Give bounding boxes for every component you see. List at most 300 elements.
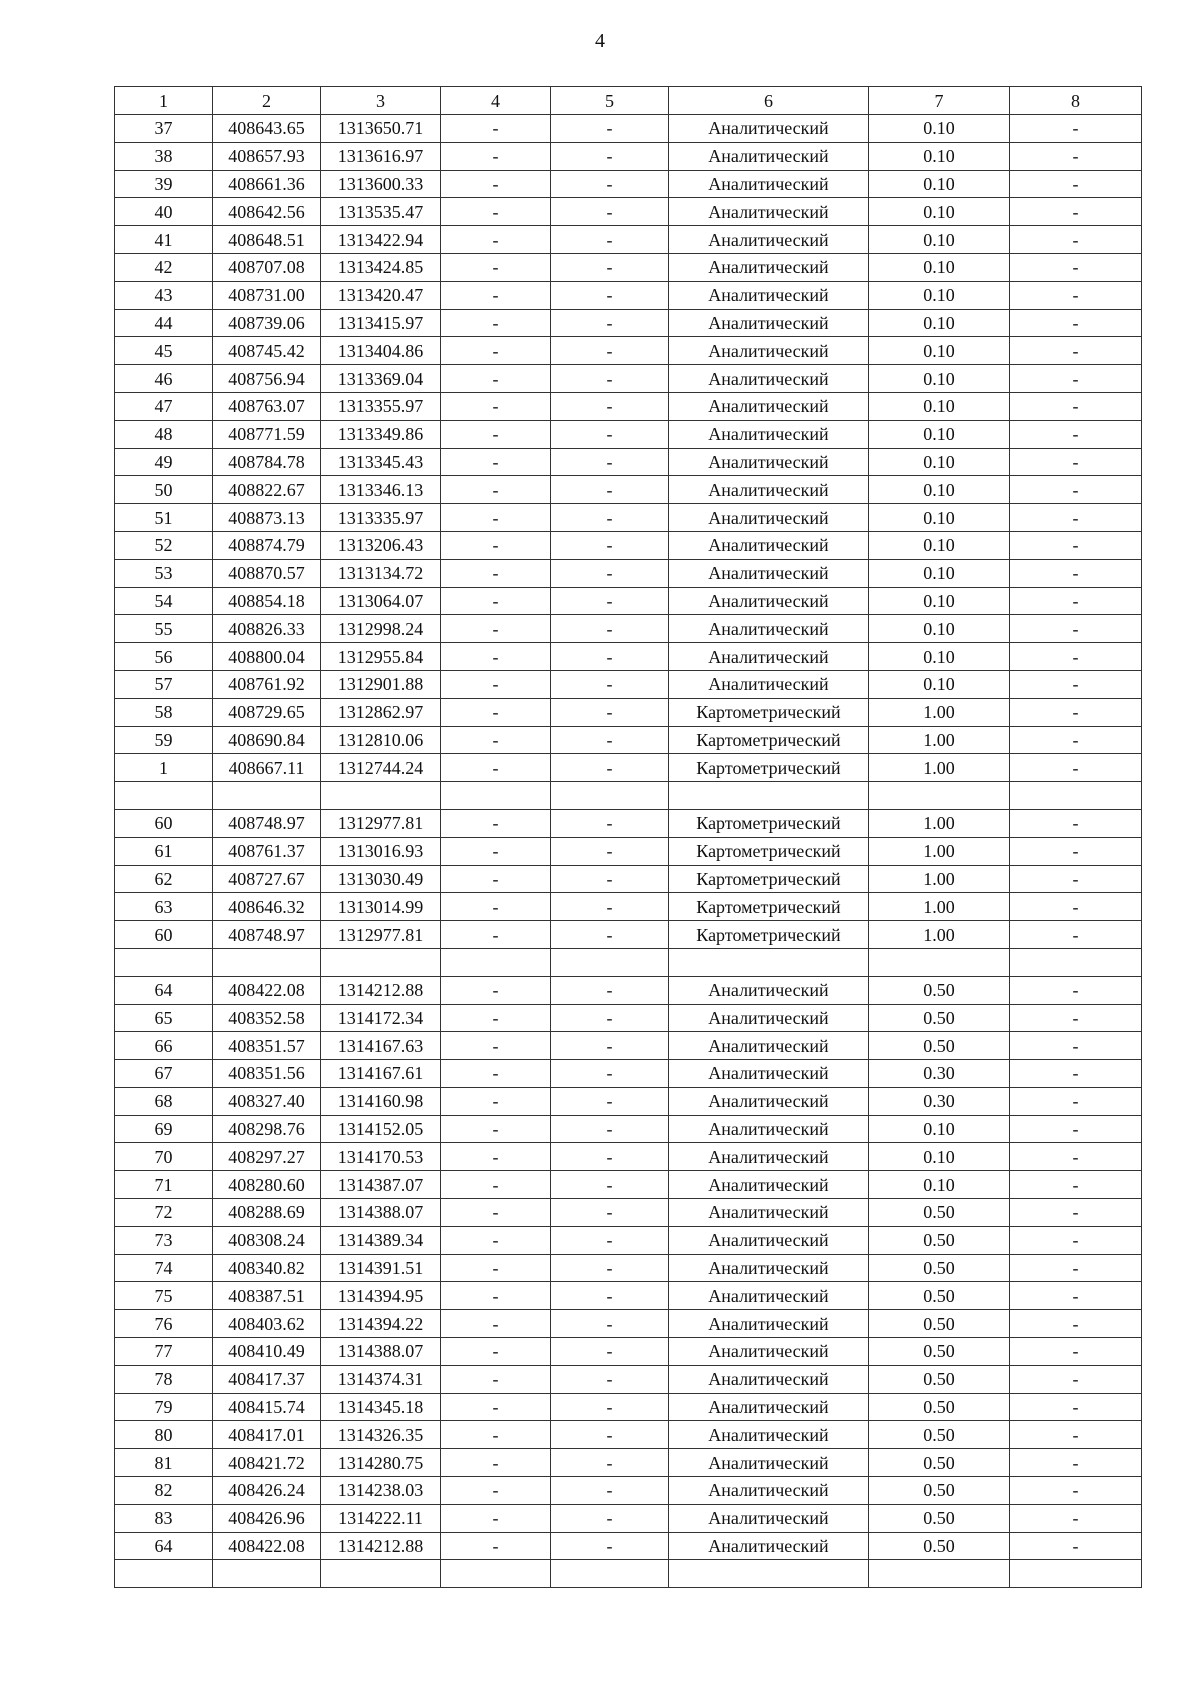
table-cell-col-5: - <box>551 809 669 837</box>
table-cell-col-1: 50 <box>115 476 213 504</box>
table-cell-col-7: 0.10 <box>869 670 1010 698</box>
table-cell-col-1: 67 <box>115 1060 213 1088</box>
table-cell-col-4: - <box>441 1143 551 1171</box>
table-cell-col-6: Аналитический <box>669 615 869 643</box>
table-cell-col-7: 0.50 <box>869 1310 1010 1338</box>
table-cell-col-3: 1314238.03 <box>321 1477 441 1505</box>
table-cell-col-5: - <box>551 893 669 921</box>
table-cell-col-7: 0.10 <box>869 198 1010 226</box>
table-cell-col-4: - <box>441 1532 551 1560</box>
table-cell-col-8: - <box>1010 1226 1142 1254</box>
table-cell-col-5: - <box>551 559 669 587</box>
table-cell-col-4: - <box>441 115 551 143</box>
table-cell-col-5: - <box>551 170 669 198</box>
table-cell-col-6: Аналитический <box>669 587 869 615</box>
table-cell-col-4: - <box>441 504 551 532</box>
table-row <box>115 170 1142 198</box>
table-row <box>115 365 1142 393</box>
table-cell-col-8: - <box>1010 726 1142 754</box>
table-cell-col-5: - <box>551 726 669 754</box>
table-cell-col-2: 408822.67 <box>213 476 321 504</box>
table-cell-col-1: 62 <box>115 865 213 893</box>
table-cell-col-2: 408763.07 <box>213 392 321 420</box>
column-header-4: 4 <box>441 87 551 115</box>
table-cell-col-4: - <box>441 1421 551 1449</box>
table-cell-col-8: - <box>1010 670 1142 698</box>
table-cell-col-7: 0.10 <box>869 170 1010 198</box>
table-cell-col-4: - <box>441 921 551 949</box>
table-cell-col-3 <box>321 1560 441 1588</box>
table-cell-col-2: 408410.49 <box>213 1338 321 1366</box>
table-cell-col-6: Картометрический <box>669 698 869 726</box>
table-cell-col-1: 60 <box>115 809 213 837</box>
table-cell-col-4: - <box>441 1115 551 1143</box>
table-row <box>115 1282 1142 1310</box>
table-cell-col-8: - <box>1010 1060 1142 1088</box>
table-cell-col-7: 0.10 <box>869 531 1010 559</box>
table-row <box>115 1560 1142 1588</box>
table-cell-col-8: - <box>1010 420 1142 448</box>
table-cell-col-2: 408748.97 <box>213 921 321 949</box>
table-row <box>115 1143 1142 1171</box>
table-cell-col-7: 0.10 <box>869 142 1010 170</box>
table-cell-col-3: 1314326.35 <box>321 1421 441 1449</box>
table-cell-col-4: - <box>441 809 551 837</box>
table-cell-col-4 <box>441 1560 551 1588</box>
table-cell-col-7: 1.00 <box>869 893 1010 921</box>
table-cell-col-2: 408642.56 <box>213 198 321 226</box>
table-cell-col-5: - <box>551 115 669 143</box>
table-cell-col-4: - <box>441 587 551 615</box>
table-cell-col-2: 408854.18 <box>213 587 321 615</box>
table-row <box>115 476 1142 504</box>
table-cell-col-8: - <box>1010 865 1142 893</box>
table-row <box>115 1254 1142 1282</box>
table-cell-col-8: - <box>1010 1338 1142 1366</box>
table-cell-col-6: Картометрический <box>669 754 869 782</box>
table-cell-col-5: - <box>551 1532 669 1560</box>
table-cell-col-3: 1314388.07 <box>321 1338 441 1366</box>
table-cell-col-1: 46 <box>115 365 213 393</box>
table-cell-col-2: 408351.56 <box>213 1060 321 1088</box>
table-cell-col-6: Аналитический <box>669 976 869 1004</box>
table-cell-col-7: 0.10 <box>869 643 1010 671</box>
table-cell-col-8: - <box>1010 1004 1142 1032</box>
table-cell-col-4: - <box>441 281 551 309</box>
table-cell-col-6: Аналитический <box>669 1060 869 1088</box>
table-cell-col-3 <box>321 948 441 976</box>
table-cell-col-1: 56 <box>115 643 213 671</box>
table-cell-col-2: 408745.42 <box>213 337 321 365</box>
table-cell-col-6: Аналитический <box>669 448 869 476</box>
table-cell-col-1: 38 <box>115 142 213 170</box>
table-cell-col-8: - <box>1010 253 1142 281</box>
table-cell-col-5: - <box>551 698 669 726</box>
table-cell-col-8: - <box>1010 1115 1142 1143</box>
table-cell-col-8: - <box>1010 1199 1142 1227</box>
table-cell-col-5: - <box>551 531 669 559</box>
table-cell-col-5: - <box>551 1282 669 1310</box>
table-cell-col-1: 64 <box>115 1532 213 1560</box>
column-header-6: 6 <box>669 87 869 115</box>
table-cell-col-3: 1314388.07 <box>321 1199 441 1227</box>
table-cell-col-4: - <box>441 448 551 476</box>
table-cell-col-3: 1313369.04 <box>321 365 441 393</box>
table-cell-col-2: 408731.00 <box>213 281 321 309</box>
table-cell-col-5: - <box>551 1171 669 1199</box>
table-cell-col-1: 75 <box>115 1282 213 1310</box>
table-cell-col-2: 408648.51 <box>213 226 321 254</box>
table-cell-col-2: 408690.84 <box>213 726 321 754</box>
table-cell-col-3: 1313346.13 <box>321 476 441 504</box>
table-cell-col-3: 1313424.85 <box>321 253 441 281</box>
table-cell-col-3: 1314152.05 <box>321 1115 441 1143</box>
table-cell-col-8: - <box>1010 1365 1142 1393</box>
table-cell-col-6: Картометрический <box>669 921 869 949</box>
table-cell-col-8: - <box>1010 531 1142 559</box>
table-cell-col-6: Аналитический <box>669 337 869 365</box>
table-cell-col-6 <box>669 948 869 976</box>
table-cell-col-3: 1314172.34 <box>321 1004 441 1032</box>
table-row <box>115 115 1142 143</box>
table-row <box>115 1532 1142 1560</box>
table-row <box>115 1087 1142 1115</box>
table-cell-col-5: - <box>551 865 669 893</box>
table-cell-col-3: 1312955.84 <box>321 643 441 671</box>
table-cell-col-1: 47 <box>115 392 213 420</box>
table-cell-col-2: 408351.57 <box>213 1032 321 1060</box>
table-cell-col-7: 1.00 <box>869 865 1010 893</box>
table-cell-col-1: 65 <box>115 1004 213 1032</box>
table-cell-col-7: 0.50 <box>869 1004 1010 1032</box>
table-row <box>115 587 1142 615</box>
table-cell-col-7: 0.10 <box>869 448 1010 476</box>
table-cell-col-6: Аналитический <box>669 1004 869 1032</box>
table-cell-col-6: Аналитический <box>669 1421 869 1449</box>
table-cell-col-2: 408771.59 <box>213 420 321 448</box>
table-cell-col-4: - <box>441 1477 551 1505</box>
table-cell-col-6: Аналитический <box>669 309 869 337</box>
column-header-3: 3 <box>321 87 441 115</box>
table-cell-col-4: - <box>441 1032 551 1060</box>
table-row <box>115 976 1142 1004</box>
table-cell-col-2: 408667.11 <box>213 754 321 782</box>
column-header-2: 2 <box>213 87 321 115</box>
table-cell-col-8: - <box>1010 365 1142 393</box>
table-cell-col-1: 42 <box>115 253 213 281</box>
table-cell-col-1: 40 <box>115 198 213 226</box>
table-cell-col-8: - <box>1010 615 1142 643</box>
table-cell-col-5: - <box>551 1365 669 1393</box>
table-cell-col-3: 1312977.81 <box>321 921 441 949</box>
column-header-5: 5 <box>551 87 669 115</box>
table-cell-col-7: 0.10 <box>869 253 1010 281</box>
table-cell-col-2: 408421.72 <box>213 1449 321 1477</box>
table-cell-col-2: 408308.24 <box>213 1226 321 1254</box>
table-cell-col-5: - <box>551 615 669 643</box>
table-cell-col-4: - <box>441 1060 551 1088</box>
table-cell-col-8: - <box>1010 281 1142 309</box>
table-cell-col-4: - <box>441 1254 551 1282</box>
table-cell-col-6: Аналитический <box>669 1532 869 1560</box>
table-cell-col-8: - <box>1010 1282 1142 1310</box>
table-cell-col-6: Аналитический <box>669 1226 869 1254</box>
table-cell-col-2: 408756.94 <box>213 365 321 393</box>
table-cell-col-7: 0.50 <box>869 1365 1010 1393</box>
table-cell-col-4: - <box>441 309 551 337</box>
table-row <box>115 754 1142 782</box>
table-cell-col-8: - <box>1010 448 1142 476</box>
table-cell-col-6: Аналитический <box>669 1338 869 1366</box>
table-cell-col-6: Картометрический <box>669 809 869 837</box>
table-cell-col-1: 79 <box>115 1393 213 1421</box>
table-cell-col-3: 1313650.71 <box>321 115 441 143</box>
table-cell-col-5: - <box>551 392 669 420</box>
table-cell-col-4: - <box>441 226 551 254</box>
table-cell-col-2: 408646.32 <box>213 893 321 921</box>
table-row <box>115 309 1142 337</box>
table-cell-col-3: 1313535.47 <box>321 198 441 226</box>
table-cell-col-5: - <box>551 281 669 309</box>
table-cell-col-1: 57 <box>115 670 213 698</box>
table-cell-col-4: - <box>441 1199 551 1227</box>
table-cell-col-4: - <box>441 1087 551 1115</box>
table-cell-col-4: - <box>441 615 551 643</box>
table-cell-col-1: 55 <box>115 615 213 643</box>
table-cell-col-3: 1314170.53 <box>321 1143 441 1171</box>
table-cell-col-5: - <box>551 420 669 448</box>
table-cell-col-6 <box>669 782 869 810</box>
table-cell-col-5: - <box>551 1115 669 1143</box>
table-row <box>115 420 1142 448</box>
table-row <box>115 782 1142 810</box>
table-cell-col-8: - <box>1010 754 1142 782</box>
table-row <box>115 726 1142 754</box>
table-cell-col-7: 0.10 <box>869 365 1010 393</box>
table-row <box>115 1421 1142 1449</box>
table-cell-col-1: 60 <box>115 921 213 949</box>
table-cell-col-1: 77 <box>115 1338 213 1366</box>
table-cell-col-2: 408298.76 <box>213 1115 321 1143</box>
table-cell-col-6: Картометрический <box>669 893 869 921</box>
table-cell-col-5: - <box>551 337 669 365</box>
table-cell-col-2: 408288.69 <box>213 1199 321 1227</box>
table-cell-col-2: 408422.08 <box>213 976 321 1004</box>
table-cell-col-3: 1314391.51 <box>321 1254 441 1282</box>
table-cell-col-7: 0.10 <box>869 559 1010 587</box>
table-cell-col-5: - <box>551 142 669 170</box>
table-cell-col-7: 1.00 <box>869 837 1010 865</box>
table-cell-col-7: 0.10 <box>869 420 1010 448</box>
table-cell-col-7: 0.10 <box>869 281 1010 309</box>
table-cell-col-2: 408784.78 <box>213 448 321 476</box>
table-cell-col-2: 408403.62 <box>213 1310 321 1338</box>
table-cell-col-7: 0.50 <box>869 1393 1010 1421</box>
table-cell-col-2: 408422.08 <box>213 1532 321 1560</box>
table-cell-col-3: 1314394.22 <box>321 1310 441 1338</box>
table-cell-col-6: Аналитический <box>669 476 869 504</box>
table-cell-col-8: - <box>1010 698 1142 726</box>
table-cell-col-1: 63 <box>115 893 213 921</box>
table-cell-col-4: - <box>441 170 551 198</box>
table-cell-col-3: 1313355.97 <box>321 392 441 420</box>
table-cell-col-1: 82 <box>115 1477 213 1505</box>
table-cell-col-8: - <box>1010 170 1142 198</box>
table-cell-col-8: - <box>1010 893 1142 921</box>
table-cell-col-8: - <box>1010 643 1142 671</box>
table-cell-col-5: - <box>551 976 669 1004</box>
table-cell-col-7: 0.50 <box>869 976 1010 1004</box>
table-cell-col-6 <box>669 1560 869 1588</box>
table-cell-col-8: - <box>1010 976 1142 1004</box>
table-cell-col-7: 0.10 <box>869 115 1010 143</box>
table-cell-col-7: 0.10 <box>869 1115 1010 1143</box>
table-cell-col-7: 1.00 <box>869 754 1010 782</box>
table-cell-col-7: 0.10 <box>869 476 1010 504</box>
table-cell-col-6: Аналитический <box>669 1254 869 1282</box>
table-cell-col-8: - <box>1010 309 1142 337</box>
table-cell-col-6: Аналитический <box>669 559 869 587</box>
table-cell-col-8: - <box>1010 921 1142 949</box>
table-row <box>115 531 1142 559</box>
table-cell-col-3: 1313616.97 <box>321 142 441 170</box>
table-cell-col-8: - <box>1010 837 1142 865</box>
table-cell-col-2: 408761.92 <box>213 670 321 698</box>
table-cell-col-6: Аналитический <box>669 670 869 698</box>
table-cell-col-7: 0.50 <box>869 1449 1010 1477</box>
table-cell-col-1: 53 <box>115 559 213 587</box>
table-row <box>115 1477 1142 1505</box>
table-cell-col-1: 51 <box>115 504 213 532</box>
table-cell-col-7: 0.50 <box>869 1477 1010 1505</box>
table-cell-col-3: 1312998.24 <box>321 615 441 643</box>
table-cell-col-5: - <box>551 1310 669 1338</box>
table-cell-col-6: Аналитический <box>669 643 869 671</box>
table-cell-col-3: 1314160.98 <box>321 1087 441 1115</box>
table-row <box>115 1199 1142 1227</box>
table-row <box>115 504 1142 532</box>
table-cell-col-2: 408643.65 <box>213 115 321 143</box>
table-cell-col-3: 1313420.47 <box>321 281 441 309</box>
table-cell-col-6: Аналитический <box>669 198 869 226</box>
table-cell-col-8: - <box>1010 115 1142 143</box>
table-cell-col-4: - <box>441 365 551 393</box>
table-cell-col-1: 44 <box>115 309 213 337</box>
table-row <box>115 1060 1142 1088</box>
table-cell-col-5: - <box>551 1087 669 1115</box>
table-cell-col-2: 408874.79 <box>213 531 321 559</box>
column-header-1: 1 <box>115 87 213 115</box>
table-cell-col-2: 408707.08 <box>213 253 321 281</box>
table-cell-col-3: 1314389.34 <box>321 1226 441 1254</box>
table-cell-col-1: 39 <box>115 170 213 198</box>
table-cell-col-8: - <box>1010 1421 1142 1449</box>
table-cell-col-8 <box>1010 1560 1142 1588</box>
table-row <box>115 142 1142 170</box>
table-cell-col-1 <box>115 782 213 810</box>
table-cell-col-1: 69 <box>115 1115 213 1143</box>
table-cell-col-5: - <box>551 1199 669 1227</box>
table-cell-col-4: - <box>441 1393 551 1421</box>
table-cell-col-2 <box>213 948 321 976</box>
table-cell-col-6: Аналитический <box>669 1087 869 1115</box>
table-body <box>115 115 1142 1588</box>
table-cell-col-6: Картометрический <box>669 865 869 893</box>
table-cell-col-6: Аналитический <box>669 504 869 532</box>
table-cell-col-1: 54 <box>115 587 213 615</box>
table-cell-col-1: 1 <box>115 754 213 782</box>
table-cell-col-1: 61 <box>115 837 213 865</box>
table-cell-col-2: 408426.96 <box>213 1504 321 1532</box>
table-cell-col-6: Аналитический <box>669 1143 869 1171</box>
table-cell-col-4: - <box>441 1282 551 1310</box>
table-row <box>115 615 1142 643</box>
table-cell-col-2: 408426.24 <box>213 1477 321 1505</box>
table-cell-col-1: 72 <box>115 1199 213 1227</box>
table-cell-col-6: Аналитический <box>669 170 869 198</box>
table-cell-col-4: - <box>441 726 551 754</box>
table-cell-col-7: 0.50 <box>869 1254 1010 1282</box>
table-cell-col-5: - <box>551 837 669 865</box>
table-cell-col-6: Аналитический <box>669 253 869 281</box>
table-row <box>115 893 1142 921</box>
table-cell-col-3: 1314374.31 <box>321 1365 441 1393</box>
table-cell-col-6: Аналитический <box>669 1282 869 1310</box>
table-cell-col-6: Аналитический <box>669 142 869 170</box>
table-cell-col-7: 0.50 <box>869 1032 1010 1060</box>
table-cell-col-7: 0.10 <box>869 309 1010 337</box>
table-cell-col-1: 52 <box>115 531 213 559</box>
table-cell-col-7: 0.50 <box>869 1226 1010 1254</box>
table-cell-col-5: - <box>551 1032 669 1060</box>
table-cell-col-7: 0.10 <box>869 392 1010 420</box>
table-cell-col-1: 73 <box>115 1226 213 1254</box>
table-cell-col-1: 74 <box>115 1254 213 1282</box>
table-cell-col-2: 408727.67 <box>213 865 321 893</box>
table-cell-col-6: Аналитический <box>669 1393 869 1421</box>
table-cell-col-6: Аналитический <box>669 1365 869 1393</box>
table-cell-col-4 <box>441 782 551 810</box>
table-cell-col-7: 0.10 <box>869 1143 1010 1171</box>
table-cell-col-5: - <box>551 309 669 337</box>
table-cell-col-4: - <box>441 1504 551 1532</box>
table-cell-col-8: - <box>1010 226 1142 254</box>
table-cell-col-1: 83 <box>115 1504 213 1532</box>
table-cell-col-8: - <box>1010 198 1142 226</box>
table-cell-col-3: 1314345.18 <box>321 1393 441 1421</box>
table-cell-col-3: 1312862.97 <box>321 698 441 726</box>
table-cell-col-8 <box>1010 782 1142 810</box>
table-row <box>115 1032 1142 1060</box>
table-cell-col-2: 408417.01 <box>213 1421 321 1449</box>
table-cell-col-5 <box>551 948 669 976</box>
table-cell-col-8: - <box>1010 1032 1142 1060</box>
table-row <box>115 643 1142 671</box>
table-row <box>115 865 1142 893</box>
table-cell-col-1: 71 <box>115 1171 213 1199</box>
table-row <box>115 1338 1142 1366</box>
table-cell-col-8: - <box>1010 559 1142 587</box>
table-row <box>115 670 1142 698</box>
table-cell-col-4: - <box>441 476 551 504</box>
table-cell-col-3: 1313335.97 <box>321 504 441 532</box>
table-cell-col-5 <box>551 1560 669 1588</box>
table-cell-col-7: 0.50 <box>869 1199 1010 1227</box>
table-cell-col-4: - <box>441 976 551 1004</box>
table-cell-col-6: Аналитический <box>669 1199 869 1227</box>
table-cell-col-1: 78 <box>115 1365 213 1393</box>
table-cell-col-7 <box>869 782 1010 810</box>
